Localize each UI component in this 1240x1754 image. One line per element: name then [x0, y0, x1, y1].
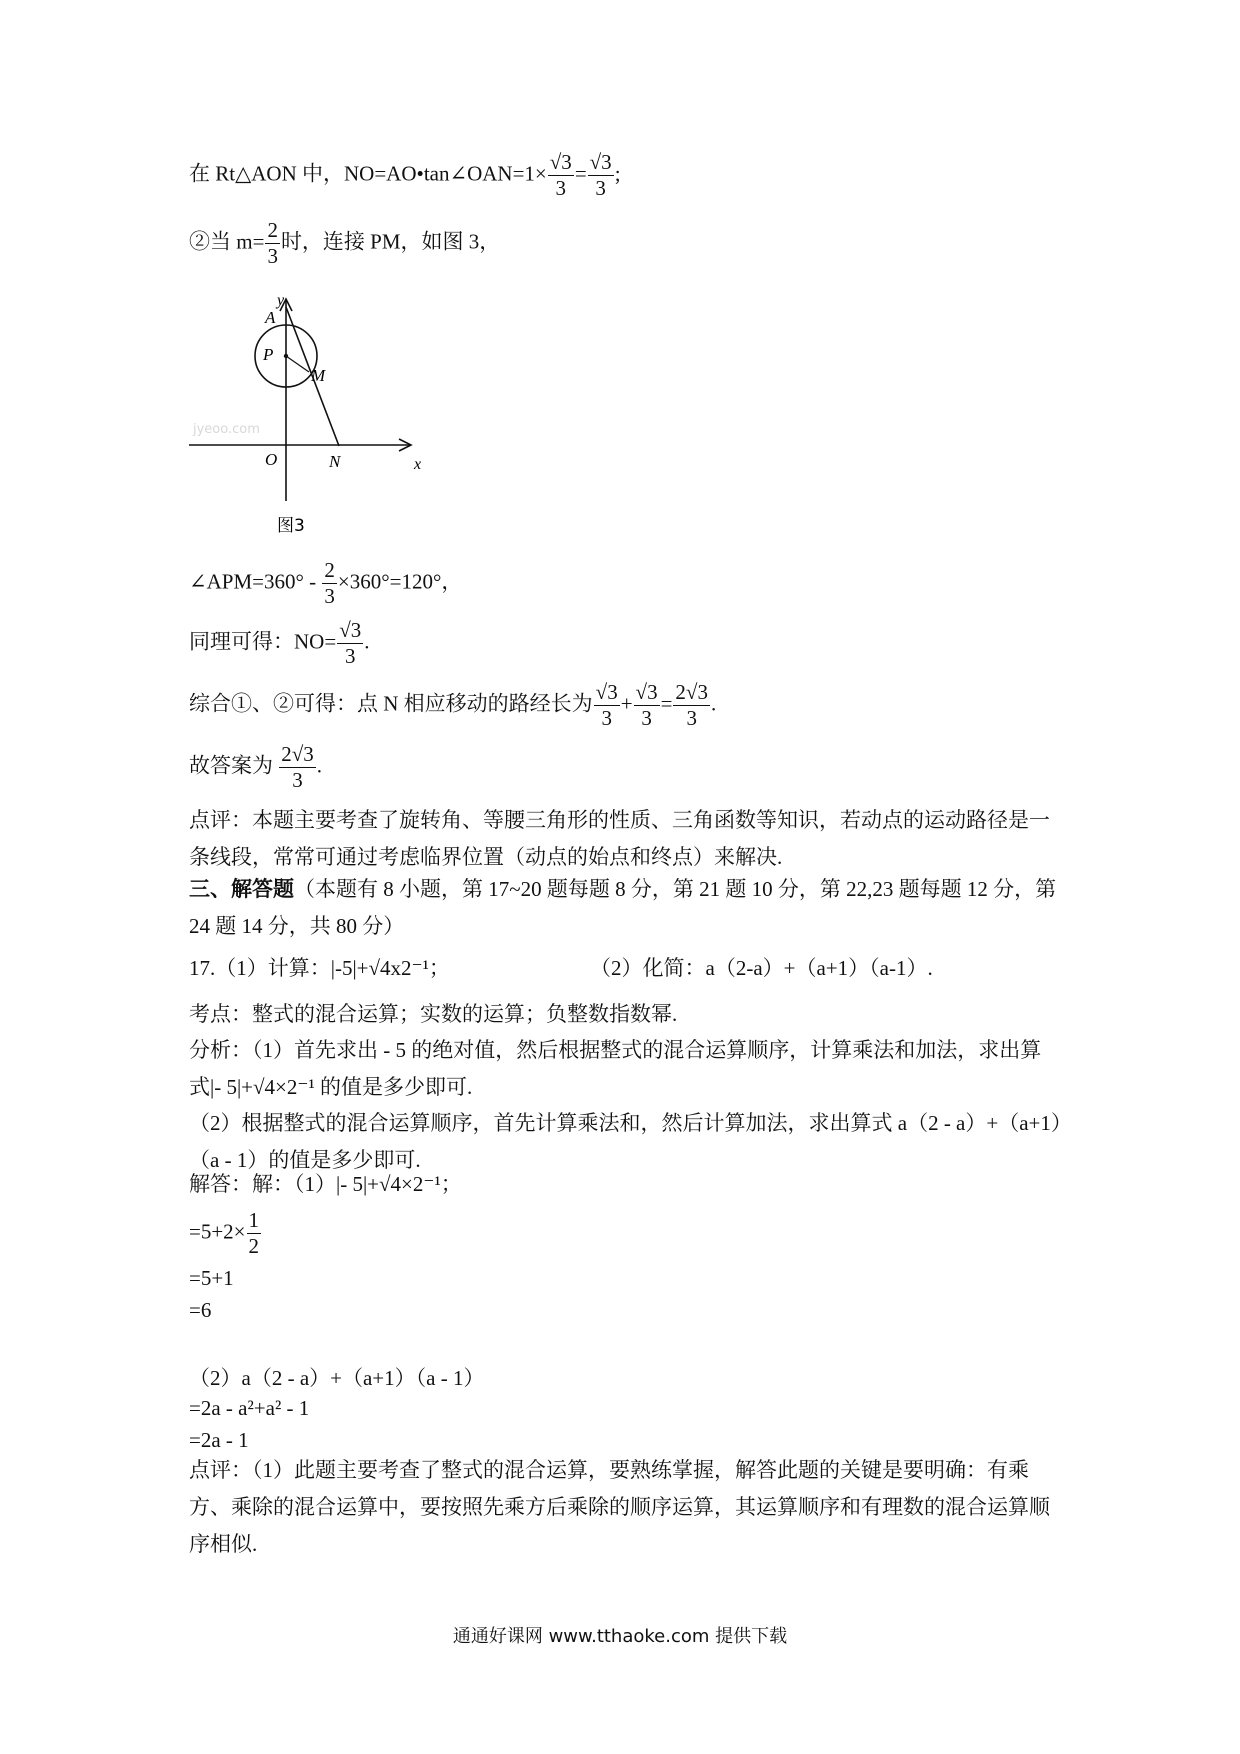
section-title: 三、解答题 [189, 877, 294, 901]
fraction: $\frac{√3}{3}$ [589, 150, 612, 200]
label-y: y [277, 293, 285, 309]
label-a: A [265, 308, 276, 327]
solution-line-4: 同理可得：NO= $\frac{√3}{3}$ . [189, 618, 370, 668]
fraction: $\frac{√3}{3}$ [595, 680, 618, 730]
step-3: =6 [189, 1298, 212, 1322]
solution-line-3: ∠APM=360° - $\frac{2}{3}$ ×360°=120°， [189, 558, 463, 608]
solution-line-1: 在 Rt△AON 中，NO=AO•tan∠OAN=1× $\frac{√3}{3}$ = $\frac{√3}{3}$ ; [189, 150, 621, 200]
section-desc: （本题有 8 小题，第 17~20 题每题 8 分，第 21 题 10 分，第 22,23 题每题 12 分，第 24 题 14 分，共 80 分） [189, 877, 1057, 938]
text: 在 Rt△AON 中，NO=AO•tan∠OAN=1× [189, 161, 547, 186]
step-2: =5+1 [189, 1266, 234, 1290]
label-p: P [263, 345, 274, 364]
fraction: $\frac{√3}{3}$ [339, 618, 362, 668]
solution-line-5: 综合①、②可得：点 N 相应移动的路经长为 $\frac{√3}{3}$ + $\frac{√3}{3}$ = $\frac{2√3}{3}$ . [189, 680, 717, 730]
fraction: $\frac{2√3}{3}$ [675, 680, 708, 730]
comment-1: 点评：本题主要考查了旋转角、等腰三角形的性质、三角函数等知识，若动点的运动路径是一条线段，常常可通过考虑临界位置（动点的始点和终点）来解决. [189, 808, 1050, 869]
geometry-diagram [189, 293, 429, 543]
label-n: N [329, 452, 341, 471]
label-x: x [414, 456, 422, 473]
section-header [189, 871, 1064, 945]
watermark: jyeoo.com [193, 422, 260, 437]
part2-line: （2）a（2 - a）+（a+1）（a - 1） [189, 1366, 485, 1390]
fenxi-2: （2）根据整式的混合运算顺序，首先计算乘法和，然后计算加法，求出算式 a（2 - a）+（a+1）（a - 1）的值是多少即可. [189, 1111, 1062, 1172]
answer-line: 故答案为 $\frac{2√3}{3}$ . [189, 742, 323, 792]
fraction: $\frac{2}{3}$ [324, 558, 335, 608]
figure-3 [189, 293, 429, 543]
fraction: $\frac{2√3}{3}$ [281, 742, 314, 792]
footer: 通通好课网 www.tthaoke.com 提供下载 [452, 1626, 788, 1647]
fraction: $\frac{√3}{3}$ [549, 150, 572, 200]
question-17-part2: （2）化简：a（2-a）+（a+1）（a-1）. [590, 956, 933, 980]
question-17 [189, 958, 450, 979]
part2-step-2: =2a - 1 [189, 1428, 249, 1452]
figure-caption: 图3 [277, 516, 305, 536]
solution-line-2: ②当 m= $\frac{2}{3}$ 时，连接 PM，如图 3， [189, 218, 501, 268]
label-o: O [265, 450, 278, 469]
fraction: $\frac{√3}{3}$ [635, 680, 658, 730]
q17-part1: 17.（1）计算：|-5|+√4x2⁻¹； [189, 956, 450, 980]
fenxi-1: 分析：（1）首先求出 - 5 的绝对值，然后根据整式的混合运算顺序，计算乘法和加法，求出算式|- 5|+√4×2⁻¹ 的值是多少即可. [189, 1038, 1042, 1099]
step-1: =5+2× $\frac{1}{2}$ [189, 1208, 260, 1258]
label-m: M [311, 366, 326, 385]
kaodian: 考点：整式的混合运算；实数的运算；负整数指数幂. [189, 1002, 678, 1026]
comment-2: 点评：（1）此题主要考查了整式的混合运算，要熟练掌握，解答此题的关键是要明确：有乘方、乘除的混合运算中，要按照先乘方后乘除的顺序运算，其运算顺序和有理数的混合运算顺序相似. [189, 1458, 1050, 1556]
fraction: $\frac{1}{2}$ [248, 1208, 260, 1258]
fraction: $\frac{2}{3}$ [267, 218, 278, 268]
part2-step-1: =2a - a²+a² - 1 [189, 1396, 310, 1420]
jieda: 解答：解：（1）|- 5|+√4×2⁻¹； [189, 1172, 462, 1196]
